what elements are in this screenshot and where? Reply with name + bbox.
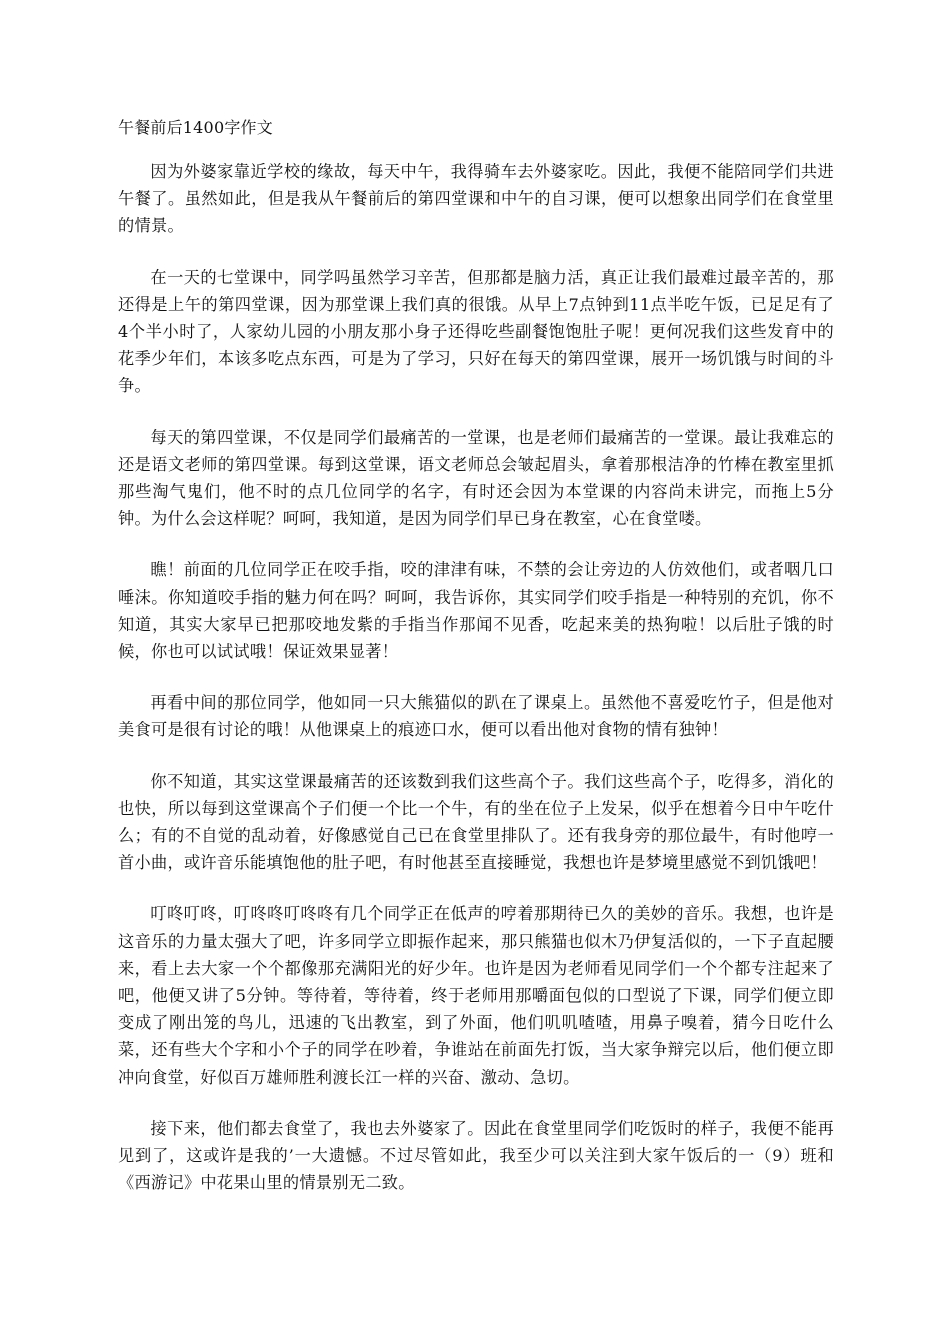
- paragraph-5: 再看中间的那位同学，他如同一只大熊猫似的趴在了课桌上。虽然他不喜爱吃竹子，但是他对美食可是很有讨论的哦！从他课桌上的痕迹口水，便可以看出他对食物的情有独钟！: [118, 693, 834, 740]
- paragraph-3: 每天的第四堂课，不仅是同学们最痛苦的一堂课，也是老师们最痛苦的一堂课。最让我难忘的还是语文老师的第四堂课。每到这堂课，语文老师总会皱起眉头，拿着那根洁净的竹棒在教室里抓那些淘气鬼们，他不时的点几位同学的名字，有时还会因为本堂课的内容尚未讲完，而拖上5分钟。为什么会这样呢？呵呵，我知道，是因为同学们早已身在教室，心在食堂喽。: [118, 427, 834, 529]
- paragraph-1: 因为外婆家靠近学校的缘故，每天中午，我得骑车去外婆家吃。因此，我便不能陪同学们共进午餐了。虽然如此，但是我从午餐前后的第四堂课和中午的自习课，便可以想象出同学们在食堂里的情景。: [118, 162, 834, 236]
- paragraph-6: 你不知道，其实这堂课最痛苦的还该数到我们这些高个子。我们这些高个子，吃得多，消化的也快，所以每到这堂课高个子们便一个比一个牛，有的坐在位子上发呆，似乎在想着今日中午吃什么；有的不自觉的乱动着，好像感觉自己已在食堂里排队了。还有我身旁的那位最牛，有时他哼一首小曲，或许音乐能填饱他的肚子吧，有时他甚至直接睡觉，我想也许是梦境里感觉不到饥饿吧！: [118, 771, 834, 873]
- paragraph-8: 接下来，他们都去食堂了，我也去外婆家了。因此在食堂里同学们吃饭时的样子，我便不能再见到了，这或许是我的’一大遗憾。不过尽管如此，我至少可以关注到大家午饭后的一（9）班和《西游记》中花果山里的情景别无二致。: [118, 1118, 834, 1193]
- paragraph-7: 叮咚叮咚，叮咚咚叮咚咚有几个同学正在低声的哼着那期待已久的美妙的音乐。我想，也许是这音乐的力量太强大了吧，许多同学立即振作起来，那只熊猫也似木乃伊复活似的，一下子直起腰来，看上去大家一个个都像那充满阳光的好少年。也许是因为老师看见同学们一个个都专注起来了吧，他便又讲了5分钟。等待着，等待着，终于老师用那嚼面包似的口型说了下课，同学们便立即变成了刚出笼的鸟儿，迅速的飞出教室，到了外面，他们叽叽喳喳，用鼻子嗅着，猜今日吃什么菜，还有些大个字和小个子的同学在吵着，争谁站在前面先打饭，当大家争辩完以后，他们便立即冲向食堂，好似百万雄师胜利渡长江一样的兴奋、激动、急切。: [118, 904, 834, 1087]
- paragraph-2: 在一天的七堂课中，同学吗虽然学习辛苦，但那都是脑力活，真正让我们最难过最辛苦的，那还得是上午的第四堂课，因为那堂课上我们真的很饿。从早上7点钟到11点半吃午饭，已足足有了4个半小时了，人家幼儿园的小朋友那小身子还得吃些副餐饱饱肚子呢！更何况我们这些发育中的花季少年们，本该多吃点东西，可是为了学习，只好在每天的第四堂课，展开一场饥饿与时间的斗争。: [118, 267, 834, 396]
- paragraph-4: 瞧！前面的几位同学正在咬手指，咬的津津有味，不禁的会让旁边的人仿效他们，或者咽几口唾沫。你知道咬手指的魅力何在吗？呵呵，我告诉你，其实同学们咬手指是一种特别的充饥，你不知道，其实大家早已把那咬地发紫的手指当作那闻不见香，吃起来美的热狗啦！以后肚子饿的时候，你也可以试试哦！保证效果显著！: [118, 560, 834, 662]
- document-title: 午餐前后1400字作文: [118, 118, 273, 137]
- document-page: [118, 114, 834, 1221]
